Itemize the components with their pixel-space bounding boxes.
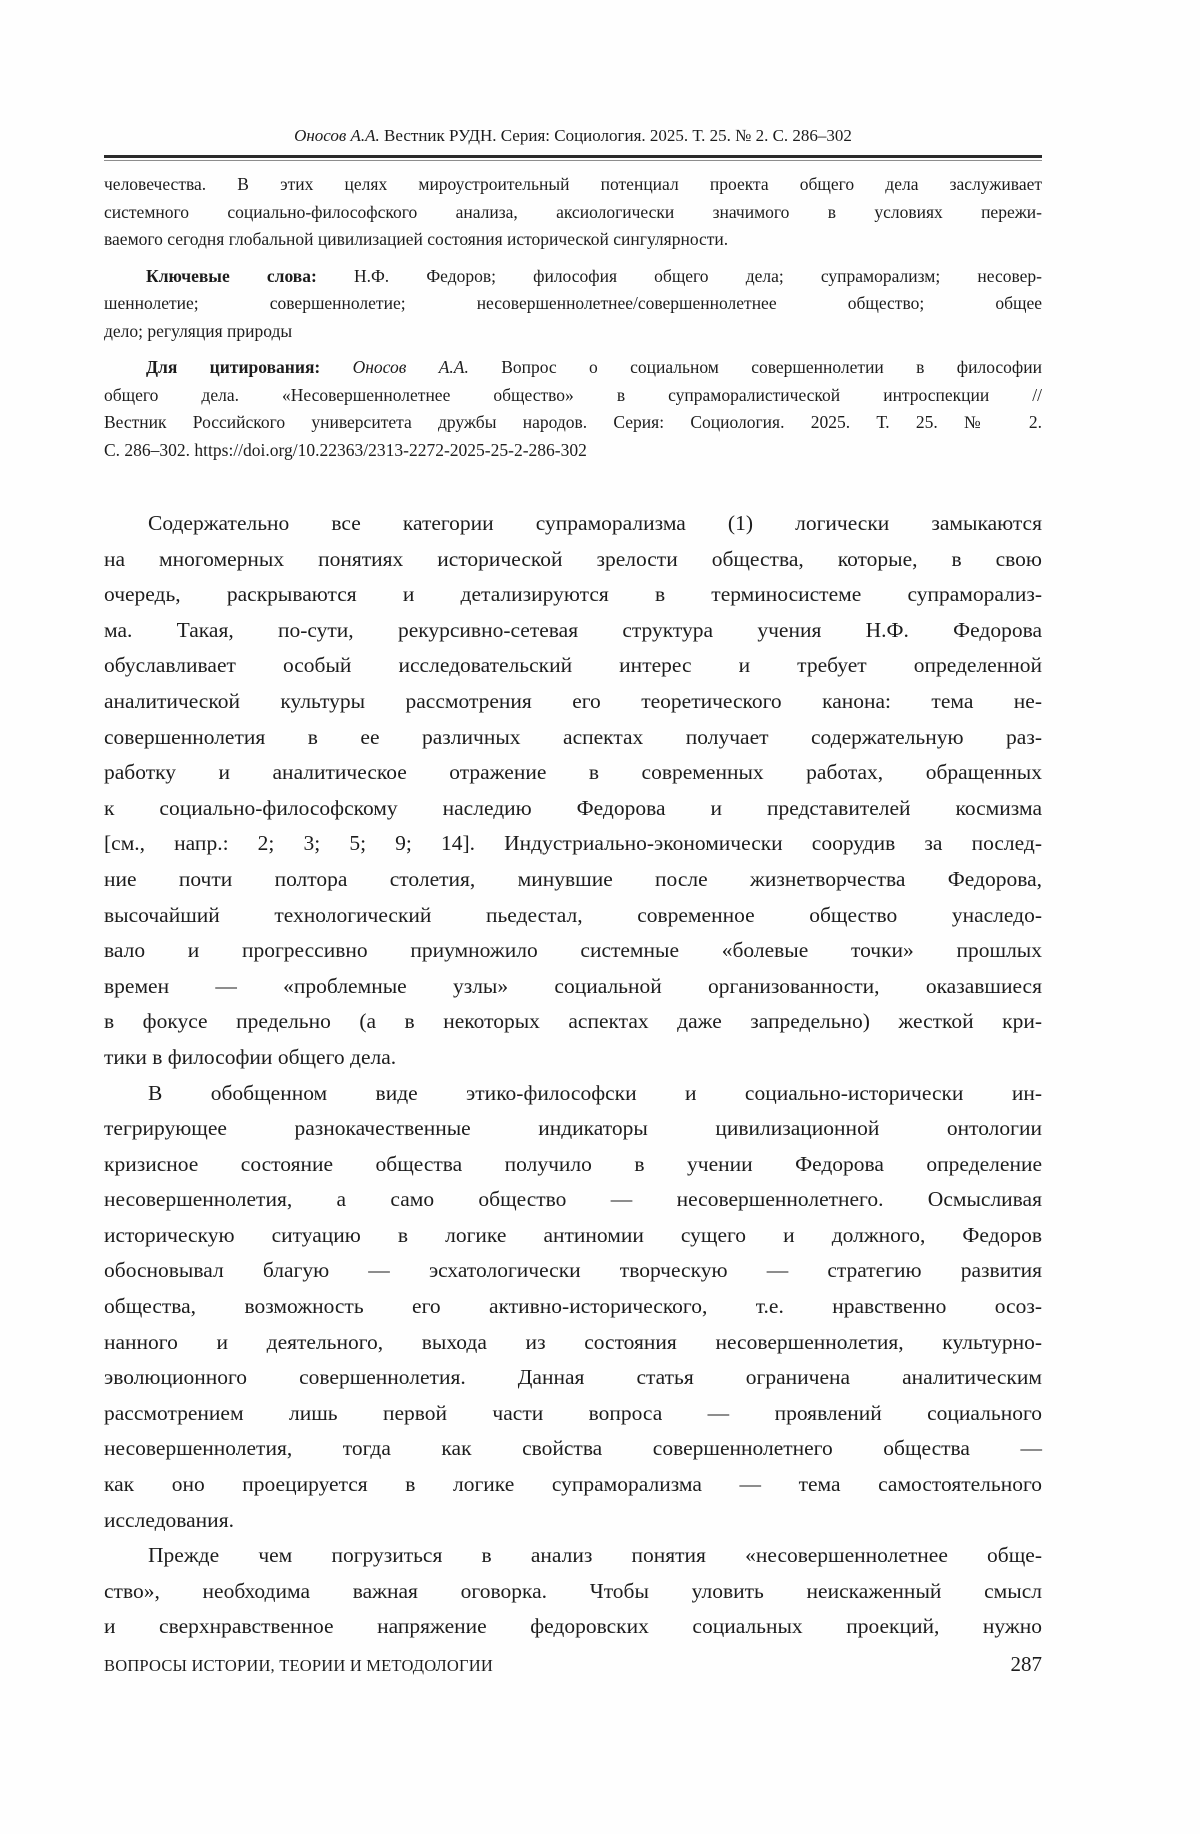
text-run: С. 286–302. https://doi.org/10.22363/2313-2272-2025-25-2-286-302 xyxy=(104,439,587,460)
text-line xyxy=(104,199,1042,227)
text-run: аналитической культуры рассмотрения его теоретического канона: тема не- xyxy=(104,688,1042,713)
text-line xyxy=(104,791,1042,827)
text-line xyxy=(104,542,1042,578)
text-line xyxy=(104,1147,1042,1183)
text-run: несовершеннолетия, тогда как свойства совершеннолетнего общества — xyxy=(104,1436,1042,1461)
lead-in-label: Ключевые слова: xyxy=(146,265,354,286)
citation-paragraph xyxy=(104,354,1042,464)
lead-in-label: Для цитирования: xyxy=(146,357,353,377)
text-line xyxy=(104,577,1042,613)
text-run: времен — «проблемные узлы» социальной организованности, оказавшиеся xyxy=(104,973,1042,998)
text-line xyxy=(104,684,1042,720)
text-run: на многомерных понятиях исторической зрелости общества, которые, в свою xyxy=(104,546,1042,571)
running-head xyxy=(104,124,1042,148)
text-run: [см., напр.: 2; 3; 5; 9; 14]. Индустриально-экономически соорудив за послед- xyxy=(104,831,1042,856)
text-run: эволюционного совершеннолетия. Данная статья ограничена аналитическим xyxy=(104,1365,1042,1390)
text-run: человечества. В этих целях мироустроительный потенциал проекта общего дела заслуживает xyxy=(104,174,1042,194)
text-run: ваемого сегодня глобальной цивилизацией состояния исторической сингулярности. xyxy=(104,229,729,249)
text-run: обосновывал благую — эсхатологически творческую — стратегию развития xyxy=(104,1258,1042,1283)
text-line xyxy=(104,648,1042,684)
text-run: ство», необходима важная оговорка. Чтобы уловить неискаженный смысл xyxy=(104,1578,1042,1603)
text-run: В обобщенном виде этико-философски и социально-исторически ин- xyxy=(148,1080,1042,1105)
text-line xyxy=(104,1538,1042,1574)
text-line xyxy=(104,1040,1042,1076)
text-line xyxy=(104,826,1042,862)
text-run: в фокусе предельно (а в некоторых аспектах даже запредельно) жесткой кри- xyxy=(104,1009,1042,1034)
text-run: общего дела. «Несовершеннолетнее общество» в супраморалистической интроспекции // xyxy=(104,384,1042,405)
text-run: высочайший технологический пьедестал, современное общество унаследо- xyxy=(104,902,1042,927)
text-line xyxy=(104,1076,1042,1112)
page-footer xyxy=(104,1652,1042,1677)
text-line xyxy=(104,1325,1042,1361)
text-run: системного социально-философского анализа, аксиологически значимого в условиях пережи- xyxy=(104,201,1042,222)
text-line xyxy=(104,1111,1042,1147)
text-run: Вопрос о социальном совершеннолетии в философии xyxy=(501,357,1042,377)
body-paragraph-3 xyxy=(104,1538,1042,1645)
text-run: и сверхнравственное напряжение федоровских социальных проекций, нужно xyxy=(104,1614,1042,1639)
text-line xyxy=(104,1182,1042,1218)
text-line xyxy=(104,1467,1042,1503)
text-line xyxy=(104,1218,1042,1254)
text-run: общества, возможность его активно-исторического, т.е. нравственно осоз- xyxy=(104,1294,1042,1319)
text-run: вало и прогрессивно приумножило системные «болевые точки» прошлых xyxy=(104,938,1042,963)
body-paragraph-2 xyxy=(104,1076,1042,1539)
text-run: дело; регуляция природы xyxy=(104,320,293,341)
text-run: обуславливает особый исследовательский интерес и требует определенной xyxy=(104,653,1042,678)
text-run: тегрирующее разнокачественные индикаторы цивилизационной онтологии xyxy=(104,1116,1042,1141)
italic-run: Оносов А.А. xyxy=(352,357,502,377)
text-line xyxy=(104,1253,1042,1289)
text-line xyxy=(104,1609,1042,1645)
text-line xyxy=(104,1574,1042,1610)
text-run: несовершеннолетия, а само общество — несовершеннолетнего. Осмысливая xyxy=(104,1187,1042,1212)
text-run: кризисное состояние общества получило в учении Федорова определение xyxy=(104,1151,1042,1176)
text-run: ние почти полтора столетия, минувшие после жизнетворчества Федорова, xyxy=(104,866,1042,891)
text-line xyxy=(104,318,1042,346)
text-run: как оно проецируется в логике супраморализма — тема самостоятельного xyxy=(104,1472,1042,1497)
text-line xyxy=(104,969,1042,1005)
footer-section-title: ВОПРОСЫ ИСТОРИИ, ТЕОРИИ И МЕТОДОЛОГИИ xyxy=(104,1656,493,1675)
text-line xyxy=(104,933,1042,969)
text-run: Прежде чем погрузиться в анализ понятия «несовершеннолетнее обще- xyxy=(148,1543,1042,1568)
header-rule xyxy=(104,155,1042,161)
text-line xyxy=(104,409,1042,437)
running-head-author: Оносов А.А. xyxy=(294,126,380,145)
text-line xyxy=(104,226,1042,254)
text-run: исследования. xyxy=(104,1507,234,1532)
text-line xyxy=(104,862,1042,898)
text-line xyxy=(104,382,1042,410)
text-run: ма. Такая, по-сути, рекурсивно-сетевая структура учения Н.Ф. Федорова xyxy=(104,617,1042,642)
text-run: Н.Ф. Федоров; философия общего дела; супраморализм; несовер- xyxy=(353,265,1042,286)
text-line xyxy=(104,755,1042,791)
text-run: рассмотрением лишь первой части вопроса — проявлений социального xyxy=(104,1400,1042,1425)
text-line xyxy=(104,1431,1042,1467)
text-run: тики в философии общего дела. xyxy=(104,1044,397,1069)
text-line xyxy=(104,263,1042,291)
text-line xyxy=(104,290,1042,318)
text-line xyxy=(104,506,1042,542)
text-run: совершеннолетия в ее различных аспектах получает содержательную раз- xyxy=(104,724,1042,749)
text-run: Содержательно все категории супраморализма (1) логически замыкаются xyxy=(148,511,1042,535)
text-line xyxy=(104,1360,1042,1396)
text-line xyxy=(104,171,1042,199)
text-run: Вестник Российского университета дружбы народов. Серия: Социология. 2025. Т. 25. № 2. xyxy=(104,412,1042,432)
abstract-continuation-paragraph xyxy=(104,171,1042,254)
text-run: нанного и деятельного, выхода из состояния несовершеннолетия, культурно- xyxy=(104,1329,1042,1354)
keywords-paragraph xyxy=(104,263,1042,346)
body-paragraph-1 xyxy=(104,506,1042,1076)
text-line xyxy=(104,1503,1042,1539)
text-line xyxy=(104,1004,1042,1040)
text-line xyxy=(104,1289,1042,1325)
text-line xyxy=(104,354,1042,382)
text-line xyxy=(104,437,1042,465)
text-run: шеннолетие; совершеннолетие; несовершеннолетнее/совершеннолетнее общество; общее xyxy=(104,293,1042,313)
footer-page-number: 287 xyxy=(1010,1652,1042,1676)
abstract-block xyxy=(104,171,1042,464)
text-run: к социально-философскому наследию Федорова и представителей космизма xyxy=(104,795,1042,820)
text-line xyxy=(104,720,1042,756)
text-run: очередь, раскрываются и детализируются в терминосистеме супраморализ- xyxy=(104,582,1042,607)
text-run: работку и аналитическое отражение в современных работах, обращенных xyxy=(104,760,1042,785)
text-line xyxy=(104,613,1042,649)
text-line xyxy=(104,898,1042,934)
running-head-source: Вестник РУДН. Серия: Социология. 2025. Т. 25. № 2. С. 286–302 xyxy=(379,126,852,145)
article-body xyxy=(104,506,1042,1645)
text-run: историческую ситуацию в логике антиномии сущего и должного, Федоров xyxy=(104,1222,1042,1247)
text-line xyxy=(104,1396,1042,1432)
